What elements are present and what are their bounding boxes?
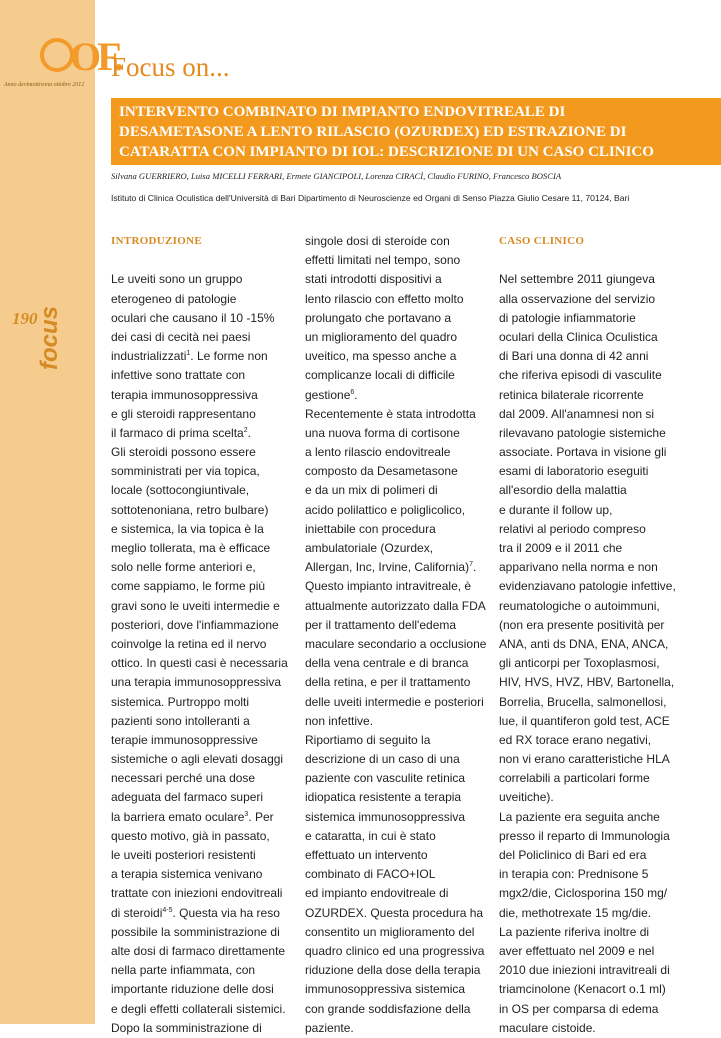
text-line: importante riduzione delle dosi — [111, 982, 274, 997]
text-line: della vena centrale e di branca — [305, 656, 469, 671]
text-fragment: . — [354, 387, 358, 402]
text-line — [305, 558, 495, 577]
text-line: iniettabile con procedura — [305, 521, 436, 536]
authors: Silvana GUERRIERO, Luisa MICELLI FERRARI, Ermete GIANCIPOLI, Lorenza CIRACÌ, Claudio FURINO, Francesco BOSCIA — [111, 171, 562, 181]
text-line: composto da Desametasone — [305, 464, 458, 479]
text-line: per il trattamento dell'edema — [305, 617, 457, 632]
text-line: attualmente autorizzato dalla FDA — [305, 598, 486, 613]
section-heading: CASO CLINICO — [499, 235, 585, 247]
text-line: Questo impianto intravitreale, è — [305, 579, 472, 594]
text-line: consentito un miglioramento del — [305, 924, 475, 939]
text-line: questo motivo, già in passato, — [111, 828, 270, 843]
text-line — [305, 386, 495, 405]
text-line: Borrelia, Brucella, salmonellosi, — [499, 694, 667, 709]
title-line: CATARATTA CON IMPIANTO DI IOL: DESCRIZIONE DI UN CASO CLINICO — [119, 144, 654, 160]
text-line: Riportiamo di seguito la — [305, 732, 431, 747]
text-line: mgx2/die, Ciclosporina 150 mg/ — [499, 886, 668, 901]
text-fragment: il farmaco di prima scelta — [111, 425, 244, 440]
section-label: focus — [36, 305, 63, 370]
text-fragment: gestione — [305, 387, 351, 402]
text-line: all'esordio della malattia — [499, 483, 627, 498]
text-line: reumatologiche o autoimmuni, — [499, 598, 660, 613]
text-line: aver effettuato nel 2009 e nel — [499, 943, 655, 958]
text-line: Gli steroidi possono essere — [111, 445, 256, 460]
text-line: gli anticorpi per Toxoplasmosi, — [499, 656, 660, 671]
text-line: Nel settembre 2011 giungeva — [499, 272, 655, 287]
text-line: eterogeneo di patologie — [111, 291, 237, 306]
text-line: esami di laboratorio eseguiti — [499, 464, 649, 479]
text-line: in terapia con: Prednisone 5 — [499, 867, 649, 882]
text-line: con grande soddisfazione della — [305, 1001, 471, 1016]
text-line: e durante il follow up, — [499, 502, 613, 517]
text-line: Recentemente è stata introdotta — [305, 406, 476, 421]
text-line: sistemica. Purtroppo molti — [111, 694, 250, 709]
text-line — [111, 347, 301, 366]
text-fragment: . — [472, 560, 477, 575]
text-line: gravi sono le uveiti intermedie e — [111, 598, 280, 613]
text-line: lue, il quantiferon gold test, ACE — [499, 713, 670, 728]
text-line: oculari della Clinica Oculistica — [499, 329, 658, 344]
logo-letters: OF. — [70, 34, 120, 79]
text-line: posteriori, dove l'infiammazione — [111, 617, 279, 632]
text-fragment: . Questa via ha reso — [172, 905, 280, 920]
text-line: Dopo la somministrazione di — [111, 1020, 262, 1035]
text-line: La paziente riferiva inoltre di — [499, 924, 650, 939]
text-line: presso il reparto di Immunologia — [499, 828, 670, 843]
text-line: (non era presente positività per — [499, 617, 665, 632]
text-line: una nuova forma di cortisone — [305, 425, 460, 440]
text-line: coinvolge la retina ed il nervo — [111, 636, 267, 651]
text-line: acido polilattico e poliglicolico, — [305, 502, 466, 517]
text-line: somministrati per via topica, — [111, 464, 260, 479]
text-line: pazienti sono intolleranti a — [111, 713, 250, 728]
text-line: 2010 due iniezioni intravitreali di — [499, 963, 670, 978]
text-fragment: . Le forme non — [190, 349, 268, 364]
text-line: quadro clinico ed una progressiva — [305, 943, 485, 958]
text-line: del Policlinico di Bari ed era — [499, 848, 647, 862]
text-line: die, methotrexate 15 mg/die. — [499, 905, 652, 920]
text-line: e cataratta, in cui è stato — [305, 828, 436, 843]
column-middle — [305, 232, 495, 1038]
article-title-banner — [111, 98, 721, 165]
reference-mark: 7 — [469, 561, 473, 569]
text-line: e sistemica, la via topica è la — [111, 521, 264, 536]
text-line: ed impianto endovitreale di — [305, 886, 449, 901]
text-line: sistemiche o agli elevati dosaggi — [111, 752, 284, 767]
text-line: locale (sottocongiuntivale, — [111, 483, 250, 498]
reference-mark: 4-5 — [162, 906, 173, 914]
text-line: necessari perché una dose — [111, 771, 256, 786]
text-line: combinato di FACO+IOL — [305, 867, 436, 882]
text-line: sottotenoniana, retro bulbare) — [111, 502, 269, 517]
text-line: terapia immunosoppressiva — [111, 387, 258, 402]
text-line: ambulatoriale (Ozurdex, — [305, 541, 434, 555]
text-line: tra il 2009 e il 2011 che — [499, 541, 623, 555]
text-line: complicanze locali di difficile — [305, 368, 455, 383]
text-line: le uveiti posteriori resistenti — [111, 848, 256, 862]
text-line — [111, 424, 301, 443]
text-line: correlabili a particolari forme — [499, 771, 650, 786]
text-line: immunosoppressiva sistemica — [305, 982, 466, 997]
text-line: idiopatica resistente a terapia — [305, 790, 462, 805]
reference-mark: 1 — [186, 350, 191, 358]
text-line: un miglioramento del quadro — [305, 329, 458, 344]
text-line: rilevavano patologie sistemiche — [499, 425, 666, 440]
text-line: OZURDEX. Questa procedura ha — [305, 905, 484, 920]
text-line: effettuato un intervento — [305, 848, 428, 862]
text-line: possibile la somministrazione di — [111, 924, 280, 939]
text-line: uveitiche). — [499, 790, 554, 805]
text-line: meglio tollerata, ma è efficace — [111, 541, 271, 555]
text-line: dei casi di cecità nei paesi — [111, 329, 251, 344]
text-line: di Bari una donna di 42 anni — [499, 349, 649, 364]
text-fragment: industrializzati — [111, 349, 187, 364]
section-heading: INTRODUZIONE — [111, 235, 203, 247]
text-fragment: la barriera emato oculare — [111, 809, 245, 824]
text-line: sistemica immunosoppressiva — [305, 809, 466, 824]
spacer — [499, 251, 714, 270]
text-line: prolungato che portavano a — [305, 310, 452, 325]
text-line: trattate con iniezioni endovitreali — [111, 886, 283, 901]
text-line: delle uveiti intermedie e posteriori — [305, 694, 484, 709]
text-line: non infettive. — [305, 713, 374, 728]
text-line: riduzione della dose della terapia — [305, 963, 481, 978]
text-line: associate. Portava in visione gli — [499, 445, 667, 460]
column-introduzione — [111, 232, 301, 1038]
text-line: a lento rilascio endovitreale — [305, 445, 451, 460]
text-line: ottico. In questi casi è necessaria — [111, 656, 288, 671]
text-line: oculari che causano il 10 -15% — [111, 310, 275, 325]
text-line: solo nelle forme anteriori e, — [111, 560, 256, 575]
text-line: Le uveiti sono un gruppo — [111, 272, 243, 287]
text-line: apparivano nella norma e non — [499, 560, 658, 575]
text-line: una terapia immunosoppressiva — [111, 675, 282, 690]
spacer — [111, 251, 301, 270]
journal-logo — [40, 34, 120, 79]
text-line: e degli effetti collaterali sistemici. — [111, 1001, 286, 1016]
reference-mark: 3 — [244, 810, 249, 818]
focus-title: Focus on... — [111, 52, 230, 82]
text-line: che riferiva episodi di vasculite — [499, 368, 662, 383]
text-line: adeguata del farmaco superi — [111, 790, 264, 805]
text-line: e da un mix di polimeri di — [305, 483, 438, 498]
sidebar — [0, 0, 95, 1024]
text-line: alte dosi di farmaco direttamente — [111, 943, 286, 958]
text-fragment: . Per — [248, 809, 274, 824]
text-line: nella parte infiammata, con — [111, 963, 256, 978]
text-fragment: Allergan, Inc, Irvine, California) — [305, 560, 470, 575]
text-line: effetti limitati nel tempo, sono — [305, 253, 461, 268]
text-line: in OS per comparsa di edema — [499, 1001, 659, 1016]
text-line — [111, 904, 301, 923]
text-line: HIV, HVS, HVZ, HBV, Bartonella, — [499, 675, 675, 690]
reference-mark: 2 — [243, 426, 248, 434]
text-line: uveitico, ma spesso anche a — [305, 349, 457, 364]
affiliation: Istituto di Clinica Oculistica dell'Università di Bari Dipartimento di Neuroscienze ed Organi di Senso Piazza Giulio Cesare 11, 70124, Bari — [111, 193, 630, 203]
text-line: La paziente era seguita anche — [499, 809, 660, 824]
text-line: a terapia sistemica venivano — [111, 867, 263, 882]
text-line: descrizione di un caso di una — [305, 752, 460, 767]
text-line: ed RX torace erano negativi, — [499, 732, 652, 747]
issue-line: Anno devimottivona ottobre 2012 — [4, 82, 85, 88]
text-line: come sappiamo, le forme più — [111, 579, 266, 594]
text-line: relativi al periodo compreso — [499, 521, 646, 536]
text-line — [111, 808, 301, 827]
column-caso-clinico — [499, 232, 714, 1038]
text-line: evidenziavano patologie infettive, — [499, 579, 676, 594]
text-line: non vi erano caratteristiche HLA — [499, 752, 670, 767]
text-line: e gli steroidi rappresentano — [111, 406, 256, 421]
text-line: maculare cistoide. — [499, 1020, 596, 1035]
text-line: retinica bilaterale ricorrente — [499, 387, 644, 402]
page-number: 190 — [12, 309, 38, 328]
title-line: DESAMETASONE A LENTO RILASCIO (OZURDEX) ED ESTRAZIONE DI — [119, 124, 627, 140]
text-line: di patologie infiammatorie — [499, 310, 636, 325]
text-line: paziente con vasculite retinica — [305, 771, 466, 786]
text-fragment: . — [247, 425, 251, 440]
text-fragment: di steroidi — [111, 905, 163, 920]
text-line: dal 2009. All'anamnesi non si — [499, 406, 655, 421]
text-line: stati introdotti dispositivi a — [305, 272, 442, 287]
text-line: alla osservazione del servizio — [499, 291, 656, 306]
text-line: infettive sono trattate con — [111, 368, 246, 383]
text-line: terapie immunosoppressive — [111, 732, 258, 747]
text-line: maculare secondario a occlusione — [305, 636, 487, 651]
reference-mark: 6 — [350, 388, 355, 396]
text-line: triamcinolone (Kenacort o.1 ml) — [499, 982, 666, 997]
text-line: della retina, e per il trattamento — [305, 675, 471, 690]
text-line: ANA, anti ds DNA, ENA, ANCA, — [499, 636, 669, 651]
text-line: singole dosi di steroide con — [305, 234, 450, 248]
text-line: lento rilascio con effetto molto — [305, 291, 464, 306]
title-line: INTERVENTO COMBINATO DI IMPIANTO ENDOVITREALE DI — [119, 104, 566, 120]
logo-ring — [40, 38, 74, 72]
text-line: paziente. — [305, 1020, 354, 1035]
